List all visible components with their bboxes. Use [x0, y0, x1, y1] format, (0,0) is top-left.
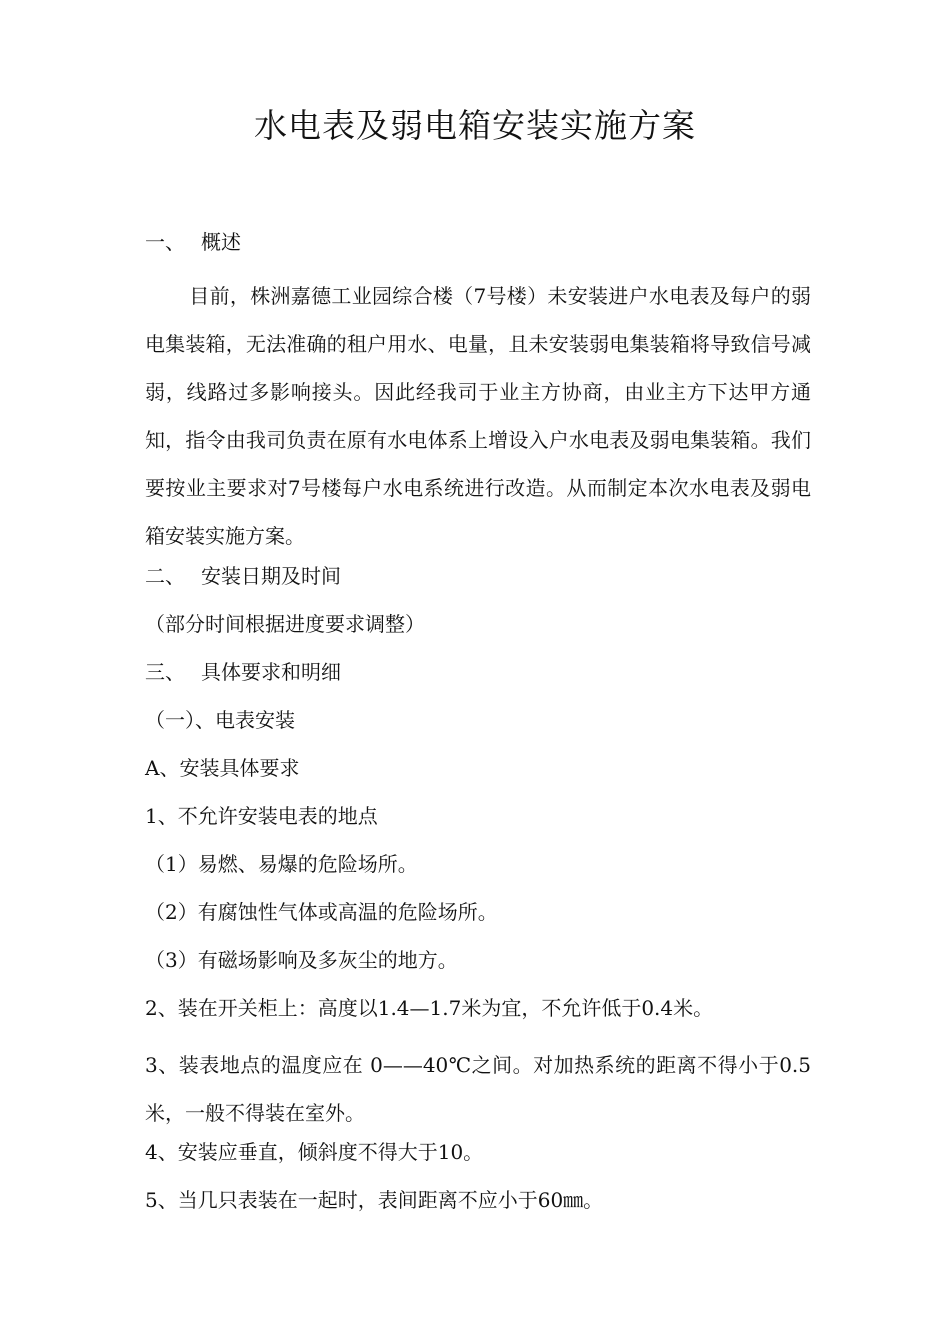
section-number: 二、	[145, 564, 185, 588]
list-item-2: 2、装在开关柜上：高度以1.4—1.7米为宜，不允许低于0.4米。	[145, 996, 714, 1020]
section-number: 三、	[145, 660, 185, 684]
section-title: 安装日期及时间	[201, 564, 341, 588]
section-number: 一、	[145, 230, 185, 254]
section-heading-schedule	[145, 561, 825, 591]
subsection-meter-install: （一）、电表安装	[145, 708, 295, 732]
list-item-5: 5、当几只表装在一起时，表间距离不应小于60㎜。	[145, 1188, 604, 1212]
list-item-3-text: 3、装表地点的温度应在 0——40℃之间。对加热系统的距离不得小于0.5米，一般不得装在室外。	[145, 1053, 811, 1125]
list-item-1-1: （1）易燃、易爆的危险场所。	[145, 852, 418, 876]
document-title: 水电表及弱电箱安装实施方案	[254, 106, 696, 145]
list-item-1-2: （2）有腐蚀性气体或高温的危险场所。	[145, 900, 498, 924]
subsection-a-requirements: A、安装具体要求	[145, 756, 300, 780]
overview-text: 目前，株洲嘉德工业园综合楼（7号楼）未安装进户水电表及每户的弱电集装箱，无法准确的租户用水、电量，且未安装弱电集装箱将导致信号减弱，线路过多影响接头。因此经我司于业主方协商，由业主方下达甲方通知，指令由我司负责在原有水电体系上增设入户水电表及弱电集装箱。我们要按业主要求对7号楼每户水电系统进行改造。从而制定本次水电表及弱电箱安装实施方案。	[145, 284, 811, 548]
section-heading-overview	[145, 227, 825, 257]
list-item-1-3: （3）有磁场影响及多灰尘的地方。	[145, 948, 458, 972]
list-item-3	[145, 1041, 811, 1137]
section-title: 具体要求和明细	[201, 660, 341, 684]
overview-paragraph	[145, 272, 811, 560]
section-heading-requirements	[145, 657, 825, 687]
list-item-1: 1、不允许安装电表的地点	[145, 804, 378, 828]
schedule-note: （部分时间根据进度要求调整）	[145, 612, 425, 636]
section-title: 概述	[201, 230, 241, 254]
list-item-4: 4、安装应垂直，倾斜度不得大于10。	[145, 1140, 484, 1164]
